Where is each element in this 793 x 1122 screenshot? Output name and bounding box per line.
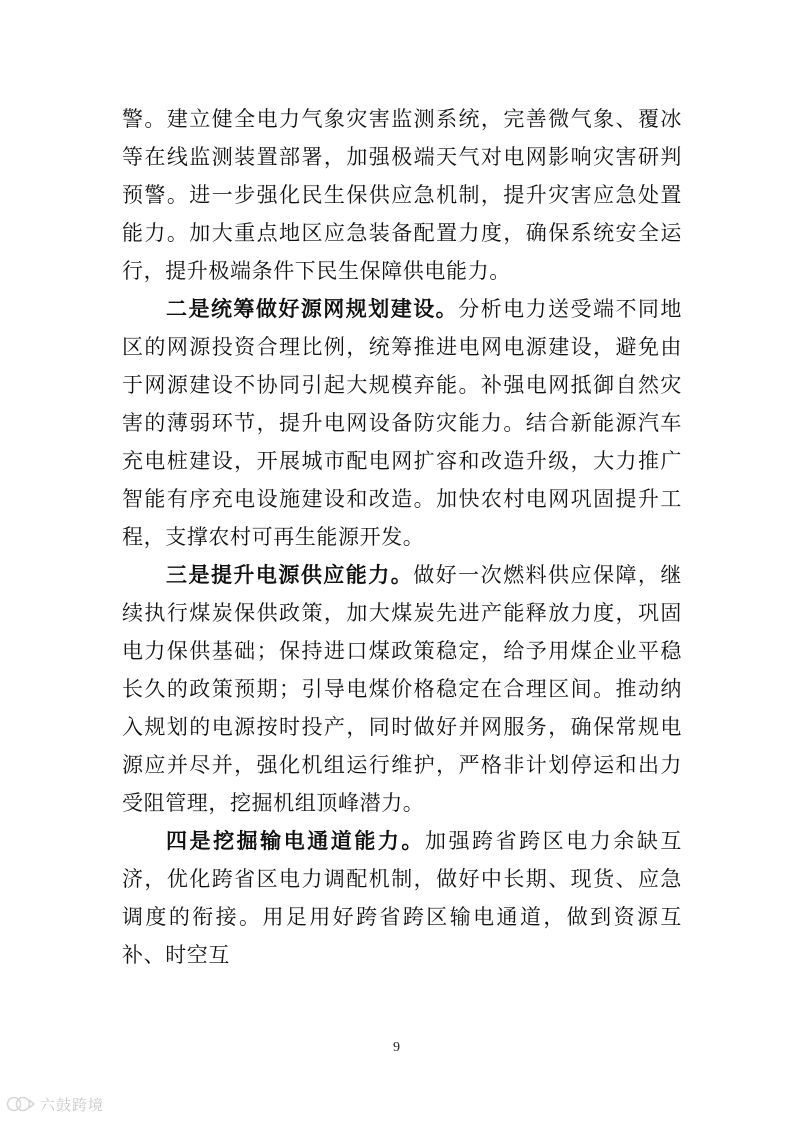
paragraph-4-text: 加强跨省跨区电力余缺互济，优化跨省区电力调配机制，做好中长期、现货、应急调度的衔接。用足用好跨省跨区输电通道，做到资源互补、时空互	[122, 829, 682, 967]
paragraph-3-text: 做好一次燃料供应保障，继续执行煤炭保供政策，加大煤炭先进产能释放力度，巩固电力保供基础；保持进口煤政策稳定，给予用煤企业平稳长久的政策预期；引导电煤价格稳定在合理区间。推动纳入规划的电源按时投产，同时做好并网服务，确保常规电源应并尽并，强化机组运行维护，严格非计划停运和出力受阻管理，挖掘机组顶峰潜力。	[122, 563, 682, 815]
paragraph-3	[122, 556, 682, 822]
paragraph-3-lead: 三是提升电源供应能力。	[166, 562, 414, 587]
paragraph-2	[122, 290, 682, 556]
paragraph-4	[122, 822, 682, 974]
paragraph-2-lead: 二是统筹做好源网规划建设。	[166, 296, 459, 321]
page-number: 9	[393, 1040, 400, 1055]
paragraph-2-text: 分析电力送受端不同地区的网源投资合理比例，统筹推进电网电源建设，避免由于网源建设不协同引起大规模弃能。补强电网抵御自然灾害的薄弱环节，提升电网设备防灾能力。结合新能源汽车充电桩建设，开展城市配电网扩容和改造升级，大力推广智能有序充电设施建设和改造。加快农村电网巩固提升工程，支撑农村可再生能源开发。	[122, 297, 682, 549]
watermark-text: 六鼓跨境	[40, 1095, 105, 1114]
watermark	[6, 1092, 104, 1116]
watermark-logo-icon	[6, 1094, 36, 1114]
paragraph-1	[122, 100, 682, 290]
body-text	[122, 100, 682, 974]
paragraph-1-text: 警。建立健全电力气象灾害监测系统，完善微气象、覆冰等在线监测装置部署，加强极端天气对电网影响灾害研判预警。进一步强化民生保供应急机制，提升灾害应急处置能力。加大重点地区应急装备配置力度，确保系统安全运行，提升极端条件下民生保障供电能力。	[122, 107, 682, 283]
paragraph-4-lead: 四是挖掘输电通道能力。	[166, 828, 425, 853]
